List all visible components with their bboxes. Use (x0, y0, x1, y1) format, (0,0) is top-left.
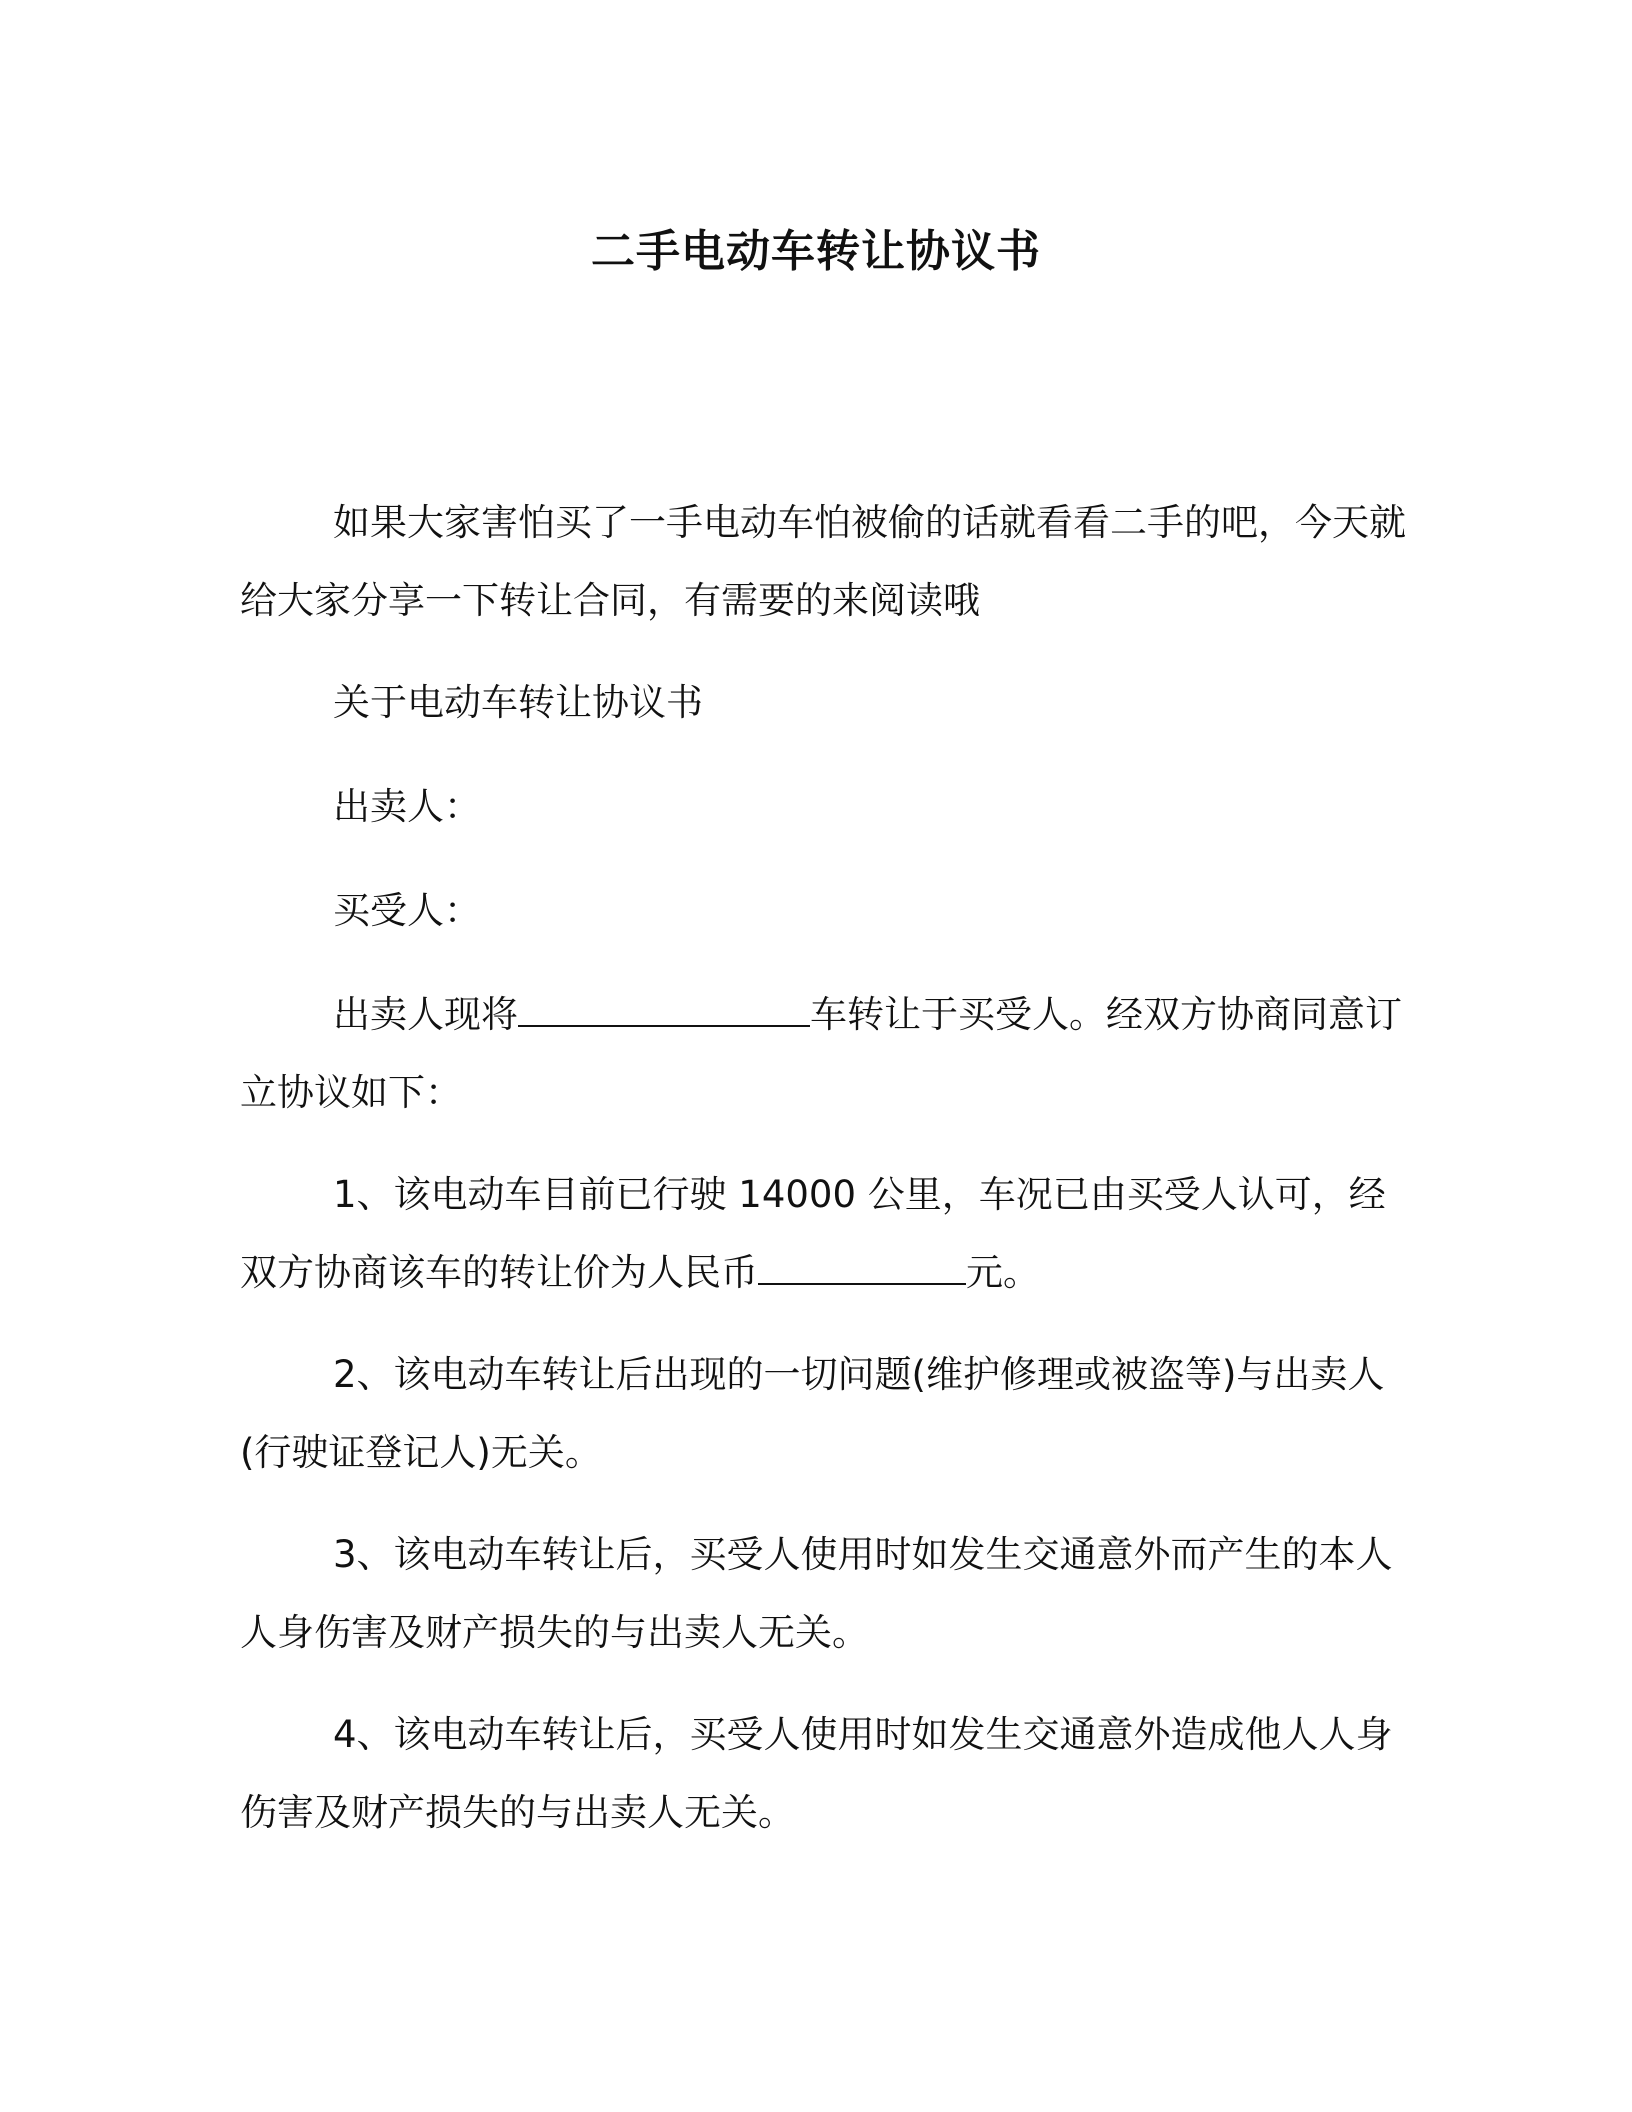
clause-2: 2、该电动车转让后出现的一切问题(维护修理或被盗等)与出卖人(行驶证登记人)无关。 (240, 1353, 1385, 1474)
agreement-subtitle: 关于电动车转让协议书 (333, 681, 703, 724)
vehicle-blank-line (518, 995, 810, 1027)
intro-paragraph: 如果大家害怕买了一手电动车怕被偷的话就看看二手的吧，今天就给大家分享一下转让合同，有需要的来阅读哦 (240, 501, 1406, 622)
clause-1 (240, 1156, 1410, 1312)
document-title: 二手电动车转让协议书 (591, 226, 1041, 277)
seller-line: 出卖人： (333, 785, 481, 828)
clause-1-text-after: 元。 (966, 1251, 1040, 1294)
clause-4: 4、该电动车转让后，买受人使用时如发生交通意外造成他人人身伤害及财产损失的与出卖人无关。 (240, 1713, 1393, 1834)
buyer-line: 买受人： (333, 889, 481, 932)
transfer-paragraph (240, 976, 1410, 1132)
price-blank-line (758, 1253, 966, 1285)
transfer-text-before: 出卖人现将 (333, 993, 518, 1036)
clause-1-text-before: 1、该电动车目前已行驶 14000 公里，车况已由买受人认可，经双方协商该车的转让价为人民币 (240, 1173, 1386, 1294)
clause-3: 3、该电动车转让后，买受人使用时如发生交通意外而产生的本人人身伤害及财产损失的与出卖人无关。 (240, 1533, 1393, 1654)
transfer-text-after: 车转让于买受人。经双方协商同意订立协议如下： (240, 993, 1402, 1114)
